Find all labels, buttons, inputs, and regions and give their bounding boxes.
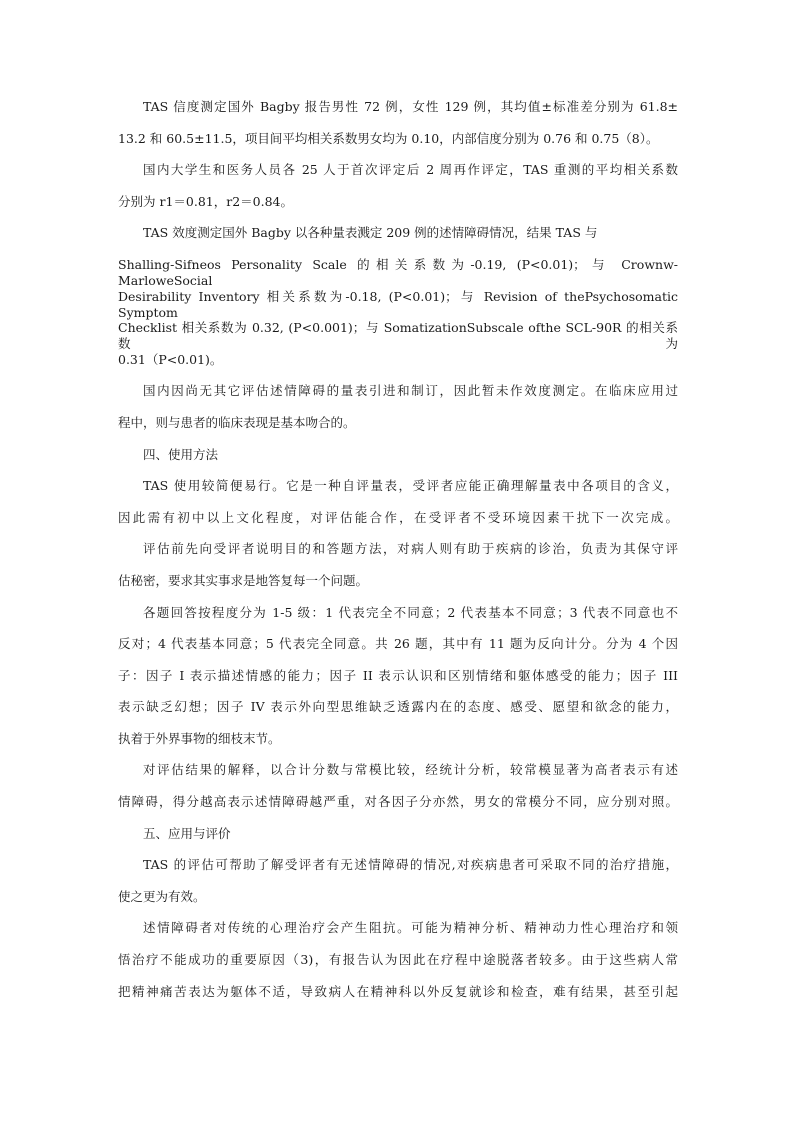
text-line: 四、使用方法 xyxy=(143,446,219,462)
text-line: 分别为 r1＝0.81，r2＝0.84。 xyxy=(118,193,293,209)
text-line: Checklist 相关系数为 0.32, (P<0.001)；与 SomatizationSubscale ofthe SCL-90R 的相关系数为 xyxy=(118,320,678,352)
text-line: 国内因尚无其它评估述情障碍的量表引进和制订，因此暂未作效度测定。在临床应用过 xyxy=(143,383,678,399)
text-line: 反对；4 代表基本同意；5 代表完全同意。共 26 题，其中有 11 题为反向计分。分为 4 个因 xyxy=(118,636,678,652)
text-line: 执着于外界事物的细枝末节。 xyxy=(118,730,281,746)
text-line: 五、应用与评价 xyxy=(143,825,231,841)
text-line: 情障碍，得分越高表示述情障碍越严重，对各因子分亦然，男女的常模分不同，应分别对照。 xyxy=(118,794,678,810)
text-line: 估秘密，要求其实事求是地答复每一个问题。 xyxy=(118,572,369,588)
text-line: 13.2 和 60.5±11.5，项目间平均相关系数男女均为 0.10，内部信度分别为 0.76 和 0.75（8）。 xyxy=(118,130,659,146)
text-line: 程中，则与患者的临床表现是基本吻合的。 xyxy=(118,414,356,430)
text-line: 使之更为有效。 xyxy=(118,888,206,904)
text-line: 国内大学生和医务人员各 25 人于首次评定后 2 周再作评定，TAS 重测的平均相关系数 xyxy=(143,162,678,178)
text-line: TAS 效度测定国外 Bagby 以各种量表溅定 209 例的述情障碍情况，结果 TAS 与 xyxy=(143,225,598,241)
text-line: TAS 信度测定国外 Bagby 报告男性 72 例，女性 129 例，其均值±标准差分别为 61.8± xyxy=(143,99,678,114)
text-line: 悟治疗不能成功的重要原因（3)，有报告认为因此在疗程中途脱落者较多。由于这些病人常 xyxy=(118,952,678,968)
document-body xyxy=(118,99,678,1015)
text-line: 0.31（P<0.01)。 xyxy=(118,351,223,367)
text-line: 述情障碍者对传统的心理治疗会产生阻抗。可能为精神分析、精神动力性心理治疗和领 xyxy=(143,920,678,936)
text-line: 把精神痛苦表达为躯体不适，导致病人在精神科以外反复就诊和检查，难有结果，甚至引起 xyxy=(118,983,678,999)
text-line: Desirability Inventory 相关系数为-0.18, (P<0.01)；与 Revision of thePsychosomatic Symptom xyxy=(118,288,678,320)
text-line: 评估前先向受评者说明目的和答题方法，对病人则有助于疾病的诊治，负责为其保守评 xyxy=(143,541,678,557)
text-line: 因此需有初中以上文化程度，对评估能合作，在受评者不受环境因素干扰下一次完成。 xyxy=(118,509,678,525)
text-line: 子：因子 I 表示描述情感的能力；因子 II 表示认识和区别情绪和躯体感受的能力；因子 III xyxy=(118,667,678,683)
text-line: Shalling-Sifneos Personality Scale 的相关系数为-0.19, (P<0.01)；与 Crownw-MarloweSocial xyxy=(118,256,678,288)
text-line: 对评估结果的解释，以合计分数与常模比较，经统计分析，较常模显著为高者表示有述 xyxy=(143,762,678,778)
text-line: TAS 使用较简便易行。它是一种自评量表，受评者应能正确理解量表中各项目的含义， xyxy=(143,478,678,494)
text-line: 各题回答按程度分为 1-5 级：1 代表完全不同意；2 代表基本不同意；3 代表不同意也不 xyxy=(143,604,678,620)
text-line: TAS 的评估可帮助了解受评者有无述情障碍的情况,对疾病患者可采取不同的治疗措施， xyxy=(143,857,678,873)
text-line: 表示缺乏幻想；因子 IV 表示外向型思维缺乏透露内在的态度、感受、愿望和欲念的能力， xyxy=(118,699,678,715)
